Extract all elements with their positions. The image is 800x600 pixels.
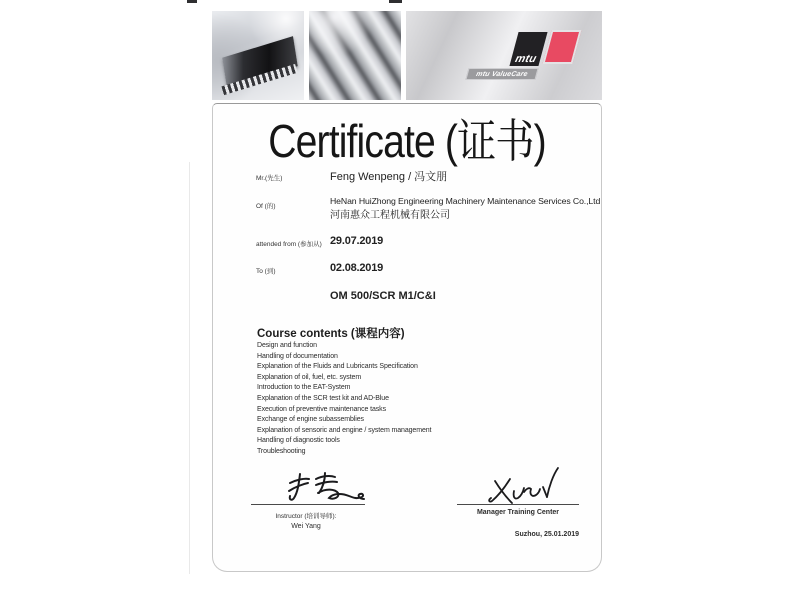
manager-signature-line xyxy=(457,504,579,505)
field-label-mr: Mr.(先生) xyxy=(256,175,283,182)
field-value-name: Feng Wenpeng / 冯文朋 xyxy=(330,171,448,183)
photo-background xyxy=(309,11,401,100)
course-item: Explanation of sensoric and engine / system management xyxy=(257,426,432,434)
field-label-of: Of (的) xyxy=(256,203,276,210)
field-value-start-date: 29.07.2019 xyxy=(330,235,384,247)
certificate-body xyxy=(212,103,602,572)
course-contents-list xyxy=(257,341,431,458)
scan-fold-line xyxy=(189,162,190,574)
manager-signature xyxy=(483,465,561,507)
course-contents-heading: Course contents (课程内容) xyxy=(257,328,405,340)
course-item: Handling of diagnostic tools xyxy=(257,437,340,445)
course-item: Exchange of engine subassemblies xyxy=(257,416,364,424)
course-item: Troubleshooting xyxy=(257,447,306,455)
instructor-label: Instructor (培训导师): xyxy=(275,513,337,520)
place-and-date: Suzhou, 25.01.2019 xyxy=(514,531,579,538)
manager-label: Manager Training Center xyxy=(476,509,560,516)
mtu-logo-text: mtu xyxy=(513,53,538,65)
mtu-valuecare-badge xyxy=(465,68,538,80)
course-item: Explanation of the SCR test kit and AD-Blue xyxy=(257,394,389,402)
field-value-company-en: HeNan HuiZhong Engineering Machinery Maintenance Services Co.,Ltd xyxy=(330,196,601,206)
course-item: Explanation of the Fluids and Lubricants Specification xyxy=(257,363,418,371)
engine-photo xyxy=(309,11,401,100)
scanner-artifact-mark xyxy=(389,0,402,3)
instructor-signature-line xyxy=(251,504,365,505)
field-label-to: To (到) xyxy=(256,268,276,275)
mtu-logo-panel xyxy=(406,11,602,100)
field-value-end-date: 02.08.2019 xyxy=(330,262,384,274)
circuit-board-photo xyxy=(212,11,304,100)
mtu-logo-black-parallelogram xyxy=(509,32,547,66)
mtu-valuecare-text: mtu ValueCare xyxy=(475,70,529,78)
mtu-logo-red-parallelogram xyxy=(542,30,581,64)
course-item: Explanation of oil, fuel, etc. system xyxy=(257,373,362,381)
field-value-course-code: OM 500/SCR M1/C&I xyxy=(330,290,436,302)
header-image-strip xyxy=(212,11,602,100)
course-item: Execution of preventive maintenance tasks xyxy=(257,405,386,413)
course-item: Introduction to the EAT-System xyxy=(257,384,351,392)
scanner-artifact-mark xyxy=(187,0,197,3)
certificate-title: Certificate (证书) xyxy=(268,115,546,167)
instructor-signature xyxy=(283,470,367,508)
course-item: Design and function xyxy=(257,342,317,349)
field-value-company-cn: 河南惠众工程机械有限公司 xyxy=(330,210,450,221)
instructor-name: Wei Yang xyxy=(291,523,321,530)
field-label-attended-from: attended from (参加从) xyxy=(256,241,322,248)
course-item: Handling of documentation xyxy=(257,352,338,360)
